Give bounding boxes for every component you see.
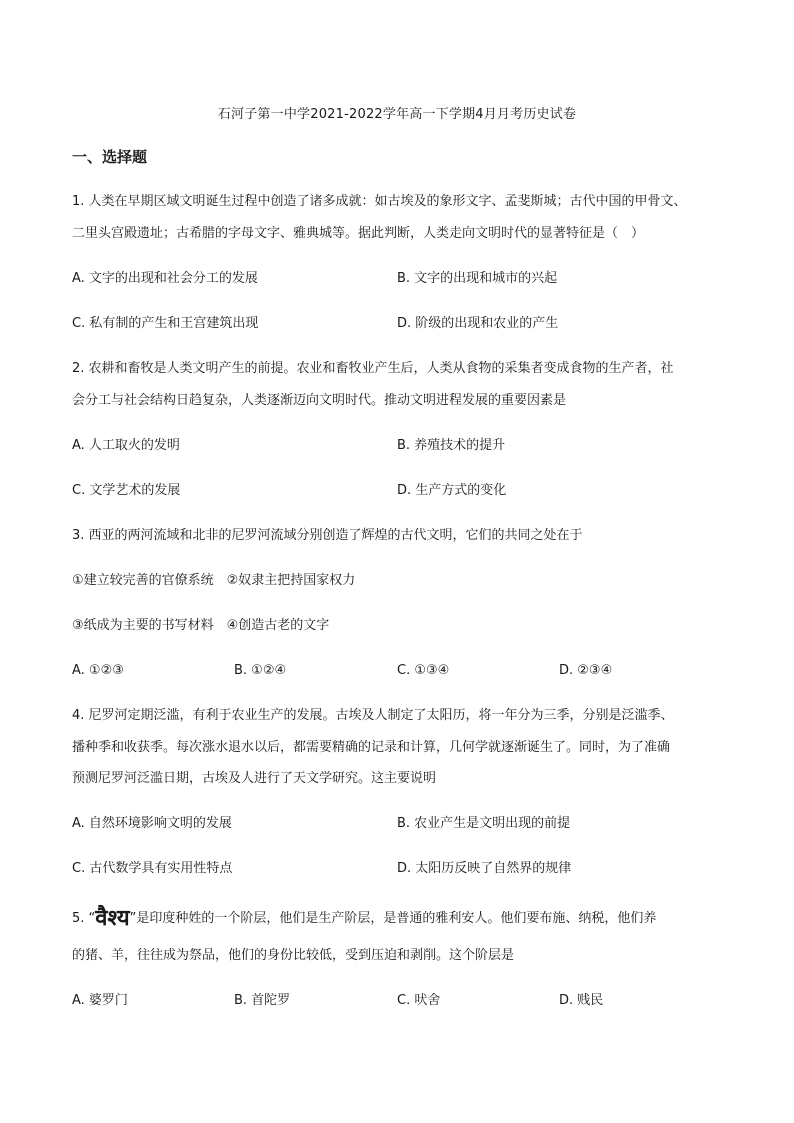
- q5-option-a: A. 婆罗门: [72, 993, 128, 1008]
- q3-option-d: D. ②③④: [559, 663, 613, 678]
- q4-option-d: D. 太阳历反映了自然界的规律: [397, 861, 572, 876]
- q5-suffix: ”是印度种姓的一个阶层，他们是生产阶层，是普通的雅利安人。他们要布施、纳税，他们养: [129, 911, 657, 926]
- q1-option-c: C. 私有制的产生和王宫建筑出现: [72, 316, 259, 331]
- q1-option-d: D. 阶级的出现和农业的产生: [397, 316, 559, 331]
- q5-stem-line1: [72, 905, 726, 931]
- q1-stem-line2: 二里头宫殿遗址；古希腊的字母文字、雅典城等。据此判断，人类走向文明时代的显著特征是（ ）: [72, 226, 645, 241]
- section-heading: 一、选择题: [72, 148, 148, 166]
- exam-title: 石河子第一中学2021-2022学年高一下学期4月月考历史试卷: [217, 107, 577, 122]
- q2-option-a: A. 人工取火的发明: [72, 438, 180, 453]
- q3-option-a: A. ①②③: [72, 663, 124, 678]
- q4-option-a: A. 自然环境影响文明的发展: [72, 816, 232, 831]
- q2-option-c: C. 文学艺术的发展: [72, 483, 181, 498]
- q5-option-c: C. 吠舍: [397, 993, 441, 1008]
- q4-stem-line1: 4. 尼罗河定期泛滥，有利于农业生产的发展。古埃及人制定了太阳历，将一年分为三季，分别是泛滥季、: [72, 708, 674, 723]
- q2-stem-line2: 会分工与社会结构日趋复杂，人类逐渐迈向文明时代。推动文明进程发展的重要因素是: [72, 393, 567, 408]
- q3-option-b: B. ①②④: [234, 663, 287, 678]
- q5-option-b: B. 首陀罗: [234, 993, 291, 1008]
- q2-option-b: B. 养殖技术的提升: [397, 438, 506, 453]
- q3-statements-line1: ①建立较完善的官僚系统 ②奴隶主把持国家权力: [72, 573, 356, 588]
- q2-stem-line1: 2. 农耕和畜牧是人类文明产生的前提。农业和畜牧业产生后，人类从食物的采集者变成食物的生产者，社: [72, 361, 674, 376]
- q4-option-c: C. 古代数学具有实用性特点: [72, 861, 233, 876]
- q1-option-a: A. 文字的出现和社会分工的发展: [72, 271, 258, 286]
- q5-stem-line2: 的猪、羊，往往成为祭品，他们的身份比较低，受到压迫和剥削。这个阶层是: [72, 948, 515, 963]
- devanagari-vaishya-word: वैश्य: [95, 905, 130, 931]
- q3-statements-line2: ③纸成为主要的书写材料 ④创造古老的文字: [72, 618, 330, 633]
- q3-stem-line1: 3. 西亚的两河流域和北非的尼罗河流域分别创造了辉煌的古代文明，它们的共同之处在于: [72, 528, 583, 543]
- q1-stem-line1: 1. 人类在早期区域文明诞生过程中创造了诸多成就：如古埃及的象形文字、孟斐斯城；古代中国的甲骨文、: [72, 194, 687, 209]
- q4-option-b: B. 农业产生是文明出现的前提: [397, 816, 571, 831]
- q3-option-c: C. ①③④: [397, 663, 450, 678]
- q2-option-d: D. 生产方式的变化: [397, 483, 507, 498]
- q4-stem-line2: 播种季和收获季。每次涨水退水以后，都需要精确的记录和计算，几何学就逐渐诞生了。同时，为了准确: [72, 740, 671, 755]
- q4-stem-line3: 预测尼罗河泛滥日期，古埃及人进行了天文学研究。这主要说明: [72, 771, 437, 786]
- q5-option-d: D. 贱民: [559, 993, 604, 1008]
- q5-prefix: 5. “: [72, 911, 96, 926]
- q1-option-b: B. 文字的出现和城市的兴起: [397, 271, 558, 286]
